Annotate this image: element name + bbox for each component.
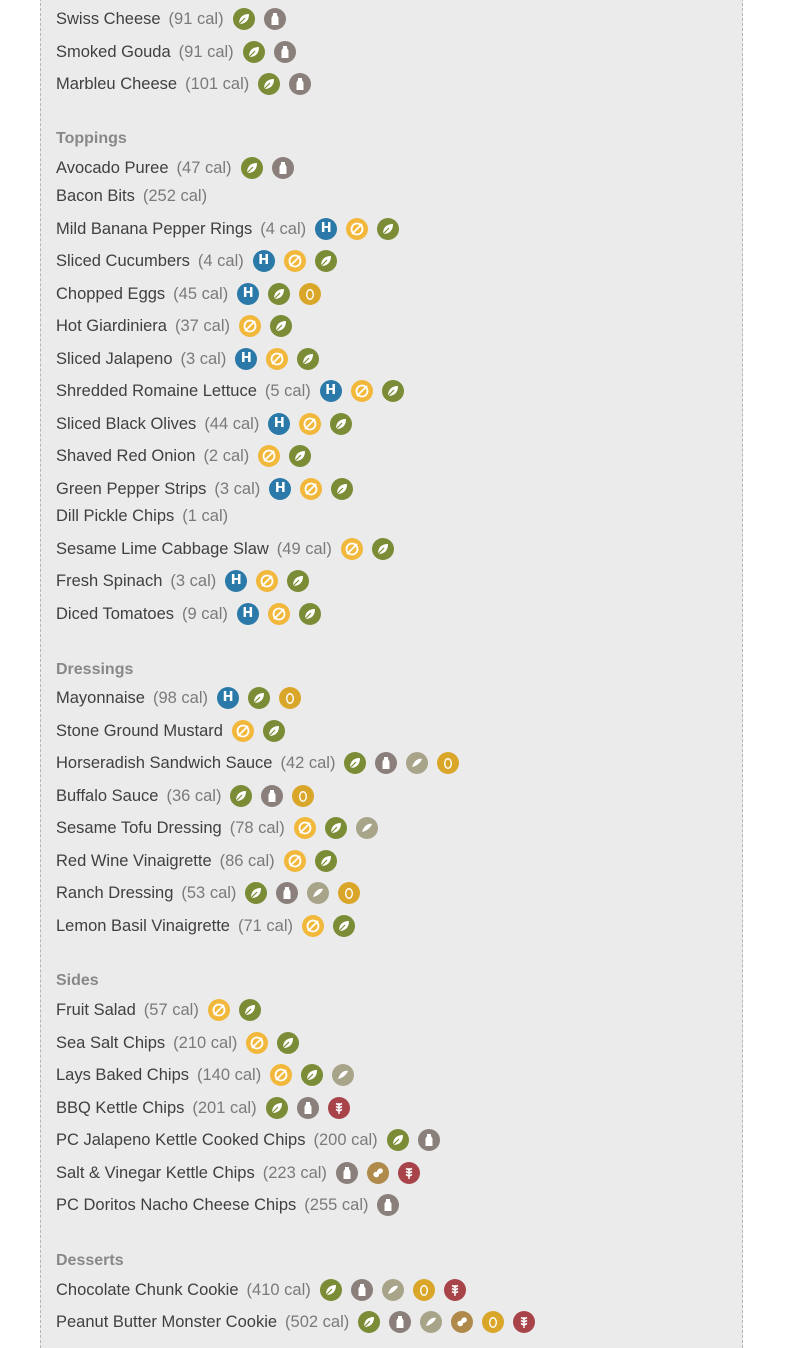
dietary-icons: [270, 1064, 363, 1086]
menu-item-name: Bacon Bits: [56, 186, 135, 205]
soy-icon: [356, 817, 378, 839]
menu-item: [56, 1279, 475, 1301]
menu-item: [56, 882, 369, 904]
dietary-icons: [258, 445, 320, 467]
vegetarian-leaf-icon: [287, 570, 309, 592]
menu-item-calories: (2 cal): [203, 446, 250, 465]
vegetarian-leaf-icon: [387, 1129, 409, 1151]
vegetarian-leaf-icon: [377, 218, 399, 240]
vegetarian-leaf-icon: [344, 752, 366, 774]
menu-item-name: Dill Pickle Chips: [56, 506, 175, 525]
menu-item-calories: (223 cal): [262, 1163, 327, 1182]
healthy-h-icon: H: [217, 687, 239, 709]
gluten-free-icon: [299, 413, 321, 435]
gluten-free-icon: [270, 1064, 292, 1086]
menu-item-name: Fruit Salad: [56, 1000, 136, 1019]
menu-item: [56, 1311, 544, 1333]
wheat-icon: [513, 1311, 535, 1333]
healthy-h-icon: H: [253, 250, 275, 272]
menu-item-name: Peanut Butter Monster Cookie: [56, 1312, 278, 1331]
dietary-icons: [241, 157, 303, 179]
soy-icon: [420, 1311, 442, 1333]
dietary-icons: [377, 1194, 408, 1216]
egg-icon: [413, 1279, 435, 1301]
dairy-bottle-icon: [375, 752, 397, 774]
gluten-free-icon: [294, 817, 316, 839]
vegetarian-leaf-icon: [248, 687, 270, 709]
menu-item-calories: (49 cal): [276, 539, 332, 558]
menu-item-calories: (53 cal): [181, 883, 237, 902]
menu-item: [56, 687, 310, 709]
dietary-icons: [294, 817, 387, 839]
menu-item-calories: (410 cal): [246, 1280, 311, 1299]
dietary-icons: [320, 1279, 475, 1301]
vegetarian-leaf-icon: [301, 1064, 323, 1086]
menu-item-name: Red Wine Vinaigrette: [56, 851, 212, 870]
vegetarian-leaf-icon: [358, 1311, 380, 1333]
dietary-icons: [237, 283, 330, 305]
dairy-bottle-icon: [276, 882, 298, 904]
menu-item: [56, 445, 320, 467]
soy-icon: [307, 882, 329, 904]
menu-item-name: Shredded Romaine Lettuce: [56, 381, 257, 400]
vegetarian-leaf-icon: [233, 8, 255, 30]
menu-item-name: Buffalo Sauce: [56, 786, 159, 805]
menu-item-name: Green Pepper Strips: [56, 479, 207, 498]
menu-item-calories: (98 cal): [152, 688, 209, 707]
menu-item: [56, 218, 408, 240]
healthy-h-icon: H: [225, 570, 247, 592]
vegetarian-leaf-icon: [263, 720, 285, 742]
gluten-free-icon: [246, 1032, 268, 1054]
vegetarian-leaf-icon: [270, 315, 292, 337]
menu-item-calories: (44 cal): [204, 414, 260, 433]
wheat-icon: [398, 1162, 420, 1184]
soy-icon: [406, 752, 428, 774]
vegetarian-leaf-icon: [245, 882, 267, 904]
gluten-free-icon: [300, 478, 322, 500]
vegetarian-leaf-icon: [330, 413, 352, 435]
dairy-bottle-icon: [336, 1162, 358, 1184]
gluten-free-icon: [258, 445, 280, 467]
menu-item-name: Ranch Dressing: [56, 883, 174, 902]
dietary-icons: [302, 915, 364, 937]
menu-item: [56, 1194, 408, 1216]
menu-item-calories: (1 cal): [182, 506, 229, 525]
menu-item-calories: (86 cal): [219, 851, 275, 870]
dairy-bottle-icon: [418, 1129, 440, 1151]
menu-item-calories: (36 cal): [166, 786, 222, 805]
menu-item-calories: (3 cal): [170, 571, 217, 590]
menu-item-calories: (45 cal): [173, 284, 229, 303]
egg-icon: [299, 283, 321, 305]
gluten-free-icon: [302, 915, 324, 937]
menu-item-name: Sliced Jalapeno: [56, 349, 173, 368]
section-title: Sides: [56, 972, 99, 989]
menu-item-name: Hot Giardiniera: [56, 316, 167, 335]
vegetarian-leaf-icon: [331, 478, 353, 500]
menu-item-name: Salt & Vinegar Kettle Chips: [56, 1163, 255, 1182]
vegetarian-leaf-icon: [258, 73, 280, 95]
menu-item-name: BBQ Kettle Chips: [56, 1098, 185, 1117]
gluten-free-icon: [266, 348, 288, 370]
dietary-icons: [284, 850, 346, 872]
gluten-free-icon: [268, 603, 290, 625]
dairy-bottle-icon: [261, 785, 283, 807]
menu-item: [56, 785, 323, 807]
gluten-free-icon: [284, 250, 306, 272]
menu-item: [56, 1097, 359, 1119]
menu-item: [56, 1032, 308, 1054]
menu-item-calories: (78 cal): [229, 818, 285, 837]
menu-item: [56, 752, 468, 774]
vegetarian-leaf-icon: [243, 41, 265, 63]
dairy-bottle-icon: [297, 1097, 319, 1119]
menu-item-name: Lemon Basil Vinaigrette: [56, 916, 230, 935]
dietary-icons: [320, 380, 413, 402]
menu-item-calories: (57 cal): [143, 1000, 199, 1019]
menu-item-name: PC Jalapeno Kettle Cooked Chips: [56, 1130, 306, 1149]
egg-icon: [482, 1311, 504, 1333]
dietary-icons: [358, 1311, 544, 1333]
menu-item-calories: (200 cal): [313, 1130, 378, 1149]
gluten-free-icon: [232, 720, 254, 742]
menu-item: [56, 1162, 429, 1184]
vegetarian-leaf-icon: [315, 850, 337, 872]
menu-item-calories: (42 cal): [280, 753, 336, 772]
section-title: Desserts: [56, 1252, 124, 1269]
vegetarian-leaf-icon: [268, 283, 290, 305]
egg-icon: [279, 687, 301, 709]
dietary-icons: [253, 250, 346, 272]
dairy-bottle-icon: [377, 1194, 399, 1216]
menu-item: [56, 283, 330, 305]
menu-item-calories: (91 cal): [168, 9, 224, 28]
menu-item-name: Sesame Lime Cabbage Slaw: [56, 539, 269, 558]
vegetarian-leaf-icon: [297, 348, 319, 370]
menu-item-calories: (71 cal): [237, 916, 293, 935]
vegetarian-leaf-icon: [315, 250, 337, 272]
menu-item-name: Sliced Black Olives: [56, 414, 197, 433]
vegetarian-leaf-icon: [241, 157, 263, 179]
wheat-icon: [328, 1097, 350, 1119]
menu-item-calories: (5 cal): [264, 381, 311, 400]
dietary-icons: [208, 999, 270, 1021]
vegetarian-leaf-icon: [277, 1032, 299, 1054]
healthy-h-icon: H: [315, 218, 337, 240]
gluten-free-icon: [256, 570, 278, 592]
section-title: Toppings: [56, 130, 127, 147]
dairy-bottle-icon: [351, 1279, 373, 1301]
vegetarian-leaf-icon: [299, 603, 321, 625]
dairy-bottle-icon: [274, 41, 296, 63]
section-title: Dressings: [56, 661, 134, 678]
menu-item: [56, 1129, 449, 1151]
soy-icon: [332, 1064, 354, 1086]
soy-icon: [382, 1279, 404, 1301]
menu-item: [56, 157, 303, 179]
menu-item-name: Chopped Eggs: [56, 284, 166, 303]
menu-item-name: Diced Tomatoes: [56, 604, 175, 623]
vegetarian-leaf-icon: [230, 785, 252, 807]
gluten-free-icon: [208, 999, 230, 1021]
menu-item-calories: (3 cal): [214, 479, 261, 498]
menu-item-calories: (47 cal): [176, 158, 232, 177]
menu-item-name: Fresh Spinach: [56, 571, 163, 590]
dairy-bottle-icon: [389, 1311, 411, 1333]
vegetarian-leaf-icon: [239, 999, 261, 1021]
gluten-free-icon: [239, 315, 261, 337]
menu-item-calories: (101 cal): [185, 74, 250, 93]
peanut-icon: [367, 1162, 389, 1184]
menu-item-name: Smoked Gouda: [56, 42, 171, 61]
menu-item-calories: (91 cal): [178, 42, 234, 61]
menu-item-name: Marbleu Cheese: [56, 74, 178, 93]
dietary-icons: [266, 1097, 359, 1119]
menu-item: [56, 603, 330, 625]
vegetarian-leaf-icon: [289, 445, 311, 467]
healthy-h-icon: H: [235, 348, 257, 370]
menu-item-name: Mild Banana Pepper Rings: [56, 219, 253, 238]
dietary-icons: [233, 8, 295, 30]
vegetarian-leaf-icon: [320, 1279, 342, 1301]
menu-item: [56, 41, 305, 63]
dietary-icons: [230, 785, 323, 807]
dietary-icons: [246, 1032, 308, 1054]
menu-item: [56, 999, 270, 1021]
menu-item-calories: (4 cal): [197, 251, 244, 270]
menu-item-calories: (252 cal): [142, 186, 208, 205]
peanut-icon: [451, 1311, 473, 1333]
menu-item: [56, 505, 228, 527]
dietary-icons: [232, 720, 294, 742]
vegetarian-leaf-icon: [382, 380, 404, 402]
menu-item-name: Sliced Cucumbers: [56, 251, 190, 270]
menu-item: [56, 720, 294, 742]
dietary-icons: [237, 603, 330, 625]
menu-item-name: Mayonnaise: [56, 688, 145, 707]
dietary-icons: [235, 348, 328, 370]
wheat-icon: [444, 1279, 466, 1301]
menu-item-calories: (9 cal): [182, 604, 228, 623]
dietary-icons: [268, 413, 361, 435]
menu-item-name: Sea Salt Chips: [56, 1033, 166, 1052]
gluten-free-icon: [341, 538, 363, 560]
dietary-icons: [225, 570, 318, 592]
menu-item-calories: (255 cal): [304, 1195, 369, 1214]
menu-item: [56, 570, 318, 592]
dietary-icons: [315, 218, 408, 240]
dietary-icons: [217, 687, 310, 709]
menu-item-name: Chocolate Chunk Cookie: [56, 1280, 239, 1299]
menu-item-name: Horseradish Sandwich Sauce: [56, 753, 273, 772]
menu-item: [56, 413, 361, 435]
menu-item-calories: (201 cal): [192, 1098, 257, 1117]
vegetarian-leaf-icon: [372, 538, 394, 560]
menu-item-name: Lays Baked Chips: [56, 1065, 189, 1084]
dietary-icons: [258, 73, 320, 95]
menu-item-calories: (3 cal): [180, 349, 227, 368]
vegetarian-leaf-icon: [333, 915, 355, 937]
menu-item: [56, 185, 207, 207]
vegetarian-leaf-icon: [325, 817, 347, 839]
vegetarian-leaf-icon: [266, 1097, 288, 1119]
menu-item-name: Swiss Cheese: [56, 9, 161, 28]
gluten-free-icon: [284, 850, 306, 872]
dietary-icons: [245, 882, 369, 904]
menu-item: [56, 250, 346, 272]
menu-item-calories: (140 cal): [197, 1065, 262, 1084]
menu-item-name: Avocado Puree: [56, 158, 169, 177]
healthy-h-icon: H: [237, 603, 259, 625]
dietary-icons: [243, 41, 305, 63]
healthy-h-icon: H: [269, 478, 291, 500]
menu-item-calories: (502 cal): [285, 1312, 350, 1331]
dietary-icons: [336, 1162, 429, 1184]
dietary-icons: [387, 1129, 449, 1151]
healthy-h-icon: H: [320, 380, 342, 402]
menu-item: [56, 538, 403, 560]
dietary-icons: [344, 752, 468, 774]
gluten-free-icon: [351, 380, 373, 402]
menu-item: [56, 1064, 363, 1086]
gluten-free-icon: [346, 218, 368, 240]
dairy-bottle-icon: [289, 73, 311, 95]
menu-item-name: PC Doritos Nacho Cheese Chips: [56, 1195, 297, 1214]
egg-icon: [292, 785, 314, 807]
menu-item-calories: (210 cal): [173, 1033, 238, 1052]
menu-item: [56, 915, 364, 937]
healthy-h-icon: H: [237, 283, 259, 305]
menu-item-calories: (4 cal): [260, 219, 307, 238]
menu-item-name: Shaved Red Onion: [56, 446, 196, 465]
dietary-icons: [269, 478, 362, 500]
menu-item: [56, 478, 362, 500]
menu-item: [56, 73, 320, 95]
egg-icon: [338, 882, 360, 904]
menu-item: [56, 850, 346, 872]
menu-item: [56, 8, 295, 30]
menu-item: [56, 315, 301, 337]
menu-item-name: Stone Ground Mustard: [56, 721, 223, 740]
menu-item-calories: (37 cal): [174, 316, 230, 335]
dairy-bottle-icon: [264, 8, 286, 30]
dietary-icons: [341, 538, 403, 560]
menu-item: [56, 348, 328, 370]
dairy-bottle-icon: [272, 157, 294, 179]
menu-item: [56, 817, 387, 839]
egg-icon: [437, 752, 459, 774]
dietary-icons: [239, 315, 301, 337]
menu-item: [56, 380, 413, 402]
menu-item-name: Sesame Tofu Dressing: [56, 818, 222, 837]
healthy-h-icon: H: [268, 413, 290, 435]
